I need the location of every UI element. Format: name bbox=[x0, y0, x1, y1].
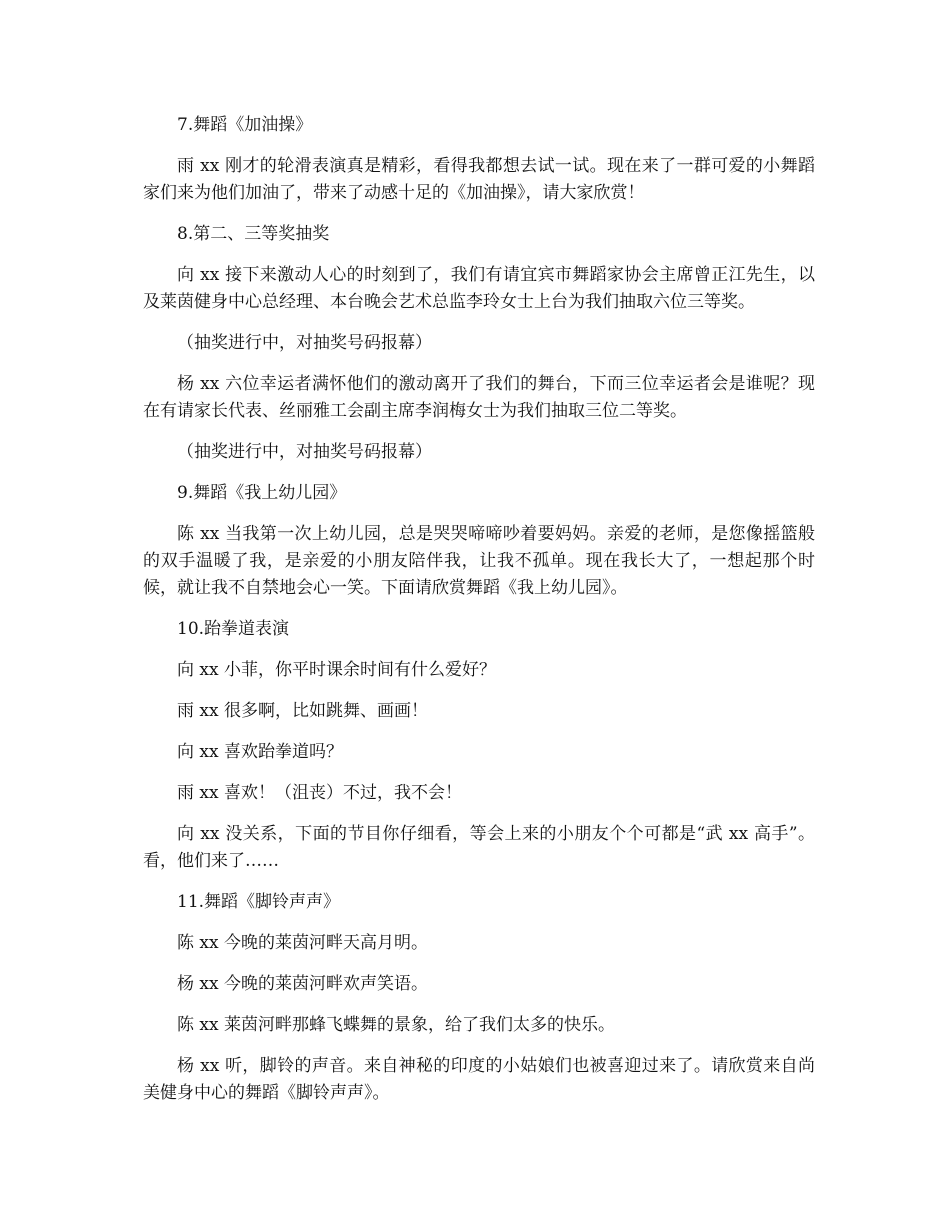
script-line: 雨 xx 喜欢！（沮丧）不过，我不会！ bbox=[177, 783, 462, 803]
script-line: 向 xx 没关系，下面的节目你仔细看，等会上来的小朋友个个可都是“武 xx 高手”。看，他们来了…… bbox=[143, 824, 815, 871]
script-line: 陈 xx 今晚的莱茵河畔天高月明。 bbox=[177, 933, 428, 953]
script-line: 向 xx 喜欢跆拳道吗？ bbox=[177, 742, 343, 762]
script-line: 陈 xx 当我第一次上幼儿园，总是哭哭啼啼吵着要妈妈。亲爱的老师，是您像摇篮般的双手温暖了我，是亲爱的小朋友陪伴我，让我不孤单。现在我长大了，一想起那个时候，就让我不自禁地会心一笑。下面请欣赏舞蹈《我上幼儿园》。 bbox=[143, 524, 815, 598]
script-line: 杨 xx 今晚的莱茵河畔欢声笑语。 bbox=[177, 974, 428, 994]
section-heading-taekwondo: 10.跆拳道表演 bbox=[177, 619, 290, 639]
stage-note: （抽奖进行中，对抽奖号码报幕） bbox=[177, 333, 432, 353]
script-line: 雨 xx 很多啊，比如跳舞、画画！ bbox=[177, 701, 428, 721]
section-heading-lottery: 8.第二、三等奖抽奖 bbox=[177, 224, 330, 244]
script-line: 陈 xx 莱茵河畔那蜂飞蝶舞的景象，给了我们太多的快乐。 bbox=[177, 1015, 615, 1035]
stage-note: （抽奖进行中，对抽奖号码报幕） bbox=[177, 442, 432, 462]
section-heading-kindergarten: 9.舞蹈《我上幼儿园》 bbox=[177, 483, 347, 503]
script-line: 向 xx 小菲，你平时课余时间有什么爱好？ bbox=[177, 660, 496, 680]
section-heading-dance-cheer: 7.舞蹈《加油操》 bbox=[177, 115, 313, 135]
script-line: 杨 xx 六位幸运者满怀他们的激动离开了我们的舞台，下而三位幸运者会是谁呢？现在有请家长代表、丝丽雅工会副主席李润梅女士为我们抽取三位二等奖。 bbox=[143, 374, 815, 421]
document-body bbox=[143, 112, 815, 1121]
section-heading-ankle-bells: 11.舞蹈《脚铃声声》 bbox=[177, 892, 341, 912]
script-line: 杨 xx 听，脚铃的声音。来自神秘的印度的小姑娘们也被喜迎过来了。请欣赏来自尚美健身中心的舞蹈《脚铃声声》。 bbox=[143, 1056, 815, 1103]
script-line: 向 xx 接下来激动人心的时刻到了，我们有请宜宾市舞蹈家协会主席曾正江先生，以及莱茵健身中心总经理、本台晚会艺术总监李玲女士上台为我们抽取六位三等奖。 bbox=[143, 265, 815, 312]
script-line: 雨 xx 刚才的轮滑表演真是精彩，看得我都想去试一试。现在来了一群可爱的小舞蹈家们来为他们加油了，带来了动感十足的《加油操》，请大家欣赏！ bbox=[143, 156, 815, 203]
